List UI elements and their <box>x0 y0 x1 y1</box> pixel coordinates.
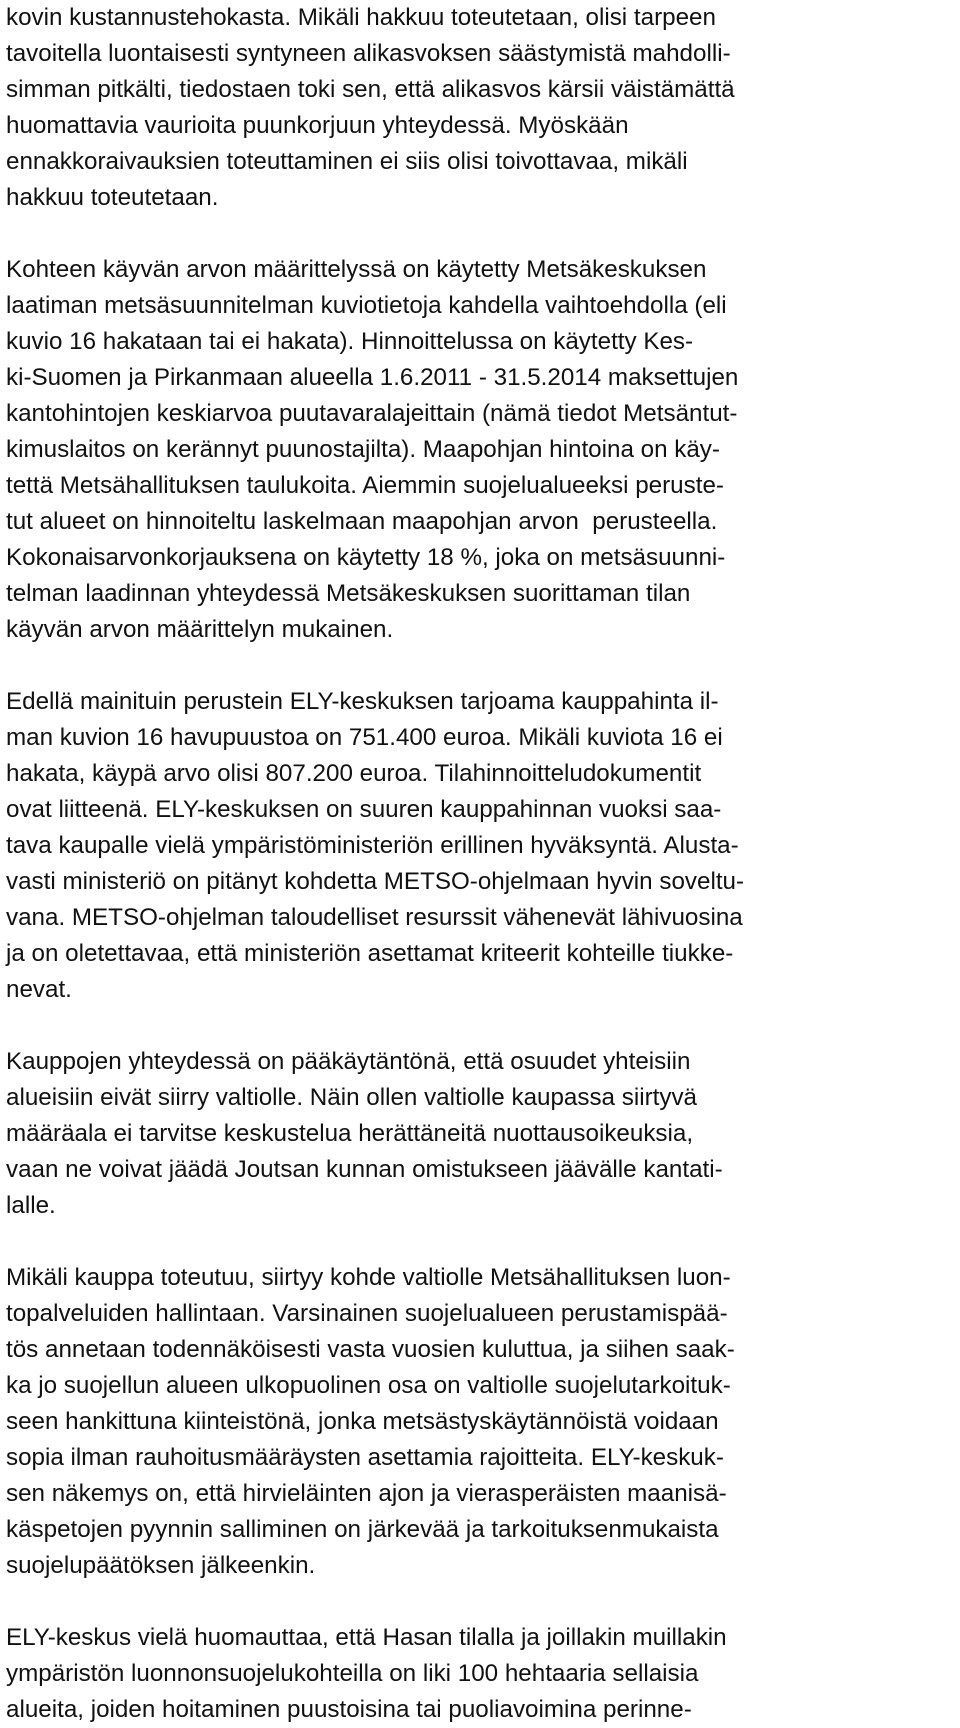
text-line: ka jo suojellun alueen ulkopuolinen osa on valtiolle suojelutarkoituk- <box>6 1372 731 1399</box>
document-body <box>6 0 956 1728</box>
text-line: ja on oletettavaa, että ministeriön asettamat kriteerit kohteille tiukke- <box>6 940 734 967</box>
text-line: sen näkemys on, että hirvieläinten ajon ja vierasperäisten maanisä- <box>6 1480 727 1507</box>
text-line: Edellä mainituin perustein ELY-keskuksen tarjoama kauppahinta il- <box>6 688 719 715</box>
paragraph <box>6 1044 956 1224</box>
paragraph <box>6 252 956 648</box>
text-line: Kauppojen yhteydessä on pääkäytäntönä, että osuudet yhteisiin <box>6 1048 691 1075</box>
text-line: vaan ne voivat jäädä Joutsan kunnan omistukseen jäävälle kantati- <box>6 1156 723 1183</box>
text-line: kovin kustannustehokasta. Mikäli hakkuu toteutetaan, olisi tarpeen <box>6 4 716 31</box>
text-line: käyvän arvon määrittelyn mukainen. <box>6 616 394 643</box>
paragraph-gap <box>6 216 956 252</box>
text-line: topalveluiden hallintaan. Varsinainen suojelualueen perustamispää- <box>6 1300 728 1327</box>
text-line: lalle. <box>6 1192 56 1219</box>
text-line: ovat liitteenä. ELY-keskuksen on suuren kauppahinnan vuoksi saa- <box>6 796 722 823</box>
paragraph-gap <box>6 1224 956 1260</box>
text-line: kantohintojen keskiarvoa puutavaralajeittain (nämä tiedot Metsäntut- <box>6 400 738 427</box>
text-line: käspetojen pyynnin salliminen on järkevää ja tarkoituksenmukaista <box>6 1516 719 1543</box>
text-line: tös annetaan todennäköisesti vasta vuosien kuluttua, ja siihen saak- <box>6 1336 735 1363</box>
text-line: tut alueet on hinnoiteltu laskelmaan maapohjan arvon perusteella. <box>6 508 718 535</box>
text-line: huomattavia vaurioita puunkorjuun yhteydessä. Myöskään <box>6 112 629 139</box>
paragraph-gap <box>6 1008 956 1044</box>
text-line: sopia ilman rauhoitusmääräysten asettamia rajoitteita. ELY-keskuk- <box>6 1444 724 1471</box>
text-line: hakata, käypä arvo olisi 807.200 euroa. Tilahinnoitteludokumentit <box>6 760 702 787</box>
text-line: Mikäli kauppa toteutuu, siirtyy kohde valtiolle Metsähallituksen luon- <box>6 1264 731 1291</box>
text-line: telman laadinnan yhteydessä Metsäkeskuksen suorittaman tilan <box>6 580 691 607</box>
text-line: Kohteen käyvän arvon määrittelyssä on käytetty Metsäkeskuksen <box>6 256 707 283</box>
text-line: seen hankittuna kiinteistönä, jonka metsästyskäytännöistä voidaan <box>6 1408 719 1435</box>
paragraph <box>6 684 956 1008</box>
text-line: vasti ministeriö on pitänyt kohdetta METSO-ohjelmaan hyvin soveltu- <box>6 868 745 895</box>
text-line: vana. METSO-ohjelman taloudelliset resurssit vähenevät lähivuosina <box>6 904 743 931</box>
text-line: kimuslaitos on kerännyt puunostajilta). Maapohjan hintoina on käy- <box>6 436 720 463</box>
text-line: määräala ei tarvitse keskustelua herättäneitä nuottausoikeuksia, <box>6 1120 694 1147</box>
text-line: nevat. <box>6 976 72 1003</box>
paragraph-gap <box>6 1584 956 1620</box>
paragraph <box>6 1620 956 1728</box>
text-line: alueisiin eivät siirry valtiolle. Näin ollen valtiolle kaupassa siirtyvä <box>6 1084 697 1111</box>
text-line: ennakkoraivauksien toteuttaminen ei siis olisi toivottavaa, mikäli <box>6 148 688 175</box>
text-line: tettä Metsähallituksen taulukoita. Aiemmin suojelualueeksi peruste- <box>6 472 724 499</box>
text-line: tava kaupalle vielä ympäristöministeriön erillinen hyväksyntä. Alusta- <box>6 832 739 859</box>
paragraph <box>6 0 956 216</box>
paragraph <box>6 1260 956 1584</box>
text-line: alueita, joiden hoitaminen puustoisina tai puoliavoimina perinne- <box>6 1696 692 1723</box>
text-line: Kokonaisarvonkorjauksena on käytetty 18 %, joka on metsäsuunni- <box>6 544 726 571</box>
paragraph-gap <box>6 648 956 684</box>
text-line: tavoitella luontaisesti syntyneen alikasvoksen säästymistä mahdolli- <box>6 40 731 67</box>
text-line: man kuvion 16 havupuustoa on 751.400 euroa. Mikäli kuviota 16 ei <box>6 724 723 751</box>
text-line: hakkuu toteutetaan. <box>6 184 219 211</box>
text-line: suojelupäätöksen jälkeenkin. <box>6 1552 316 1579</box>
text-line: ympäristön luonnonsuojelukohteilla on liki 100 hehtaaria sellaisia <box>6 1660 699 1687</box>
text-line: ki-Suomen ja Pirkanmaan alueella 1.6.2011 - 31.5.2014 maksettujen <box>6 364 739 391</box>
text-line: ELY-keskus vielä huomauttaa, että Hasan tilalla ja joillakin muillakin <box>6 1624 727 1651</box>
text-line: kuvio 16 hakataan tai ei hakata). Hinnoittelussa on käytetty Kes- <box>6 328 694 355</box>
text-line: simman pitkälti, tiedostaen toki sen, että alikasvos kärsii väistämättä <box>6 76 735 103</box>
text-line: laatiman metsäsuunnitelman kuviotietoja kahdella vaihtoehdolla (eli <box>6 292 727 319</box>
